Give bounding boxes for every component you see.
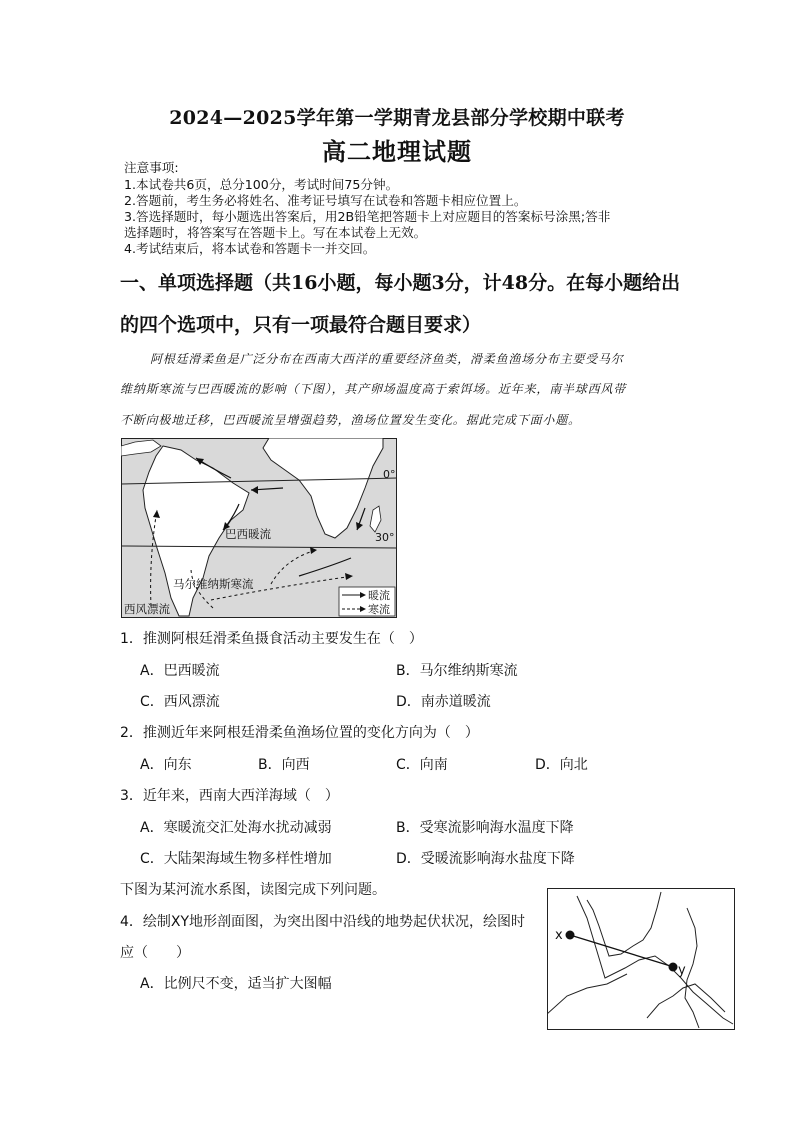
notice-item-3-cont: 选择题时，将答案写在答题卡上。写在本试卷上无效。 bbox=[124, 225, 427, 240]
passage-2: 下图为某河流水系图，读图完成下列问题。 bbox=[120, 882, 386, 898]
passage-line-1: 阿根廷滑柔鱼是广泛分布在西南大西洋的重要经济鱼类，滑柔鱼渔场分布主要受马尔 bbox=[150, 352, 624, 366]
point-x-marker bbox=[566, 931, 575, 940]
question-1-option-d: D．南赤道暖流 bbox=[396, 694, 491, 710]
notice-item-4: 4.考试结束后，将本试卷和答题卡一并交回。 bbox=[124, 241, 376, 256]
question-3-option-c: C．大陆架海域生物多样性增加 bbox=[140, 851, 332, 867]
lat-30-label: 30° bbox=[375, 531, 395, 544]
notice-item-3: 3.答选择题时，每小题选出答案后，用2B铅笔把答题卡上对应题目的答案标号涂黑;答非 bbox=[124, 209, 611, 224]
malvinas-current-label: 马尔维纳斯寒流 bbox=[173, 577, 254, 591]
passage-line-2: 维纳斯寒流与巴西暖流的影响（下图），其产卵场温度高于索饵场。近年来，南半球西风带 bbox=[120, 382, 627, 396]
question-2-stem: 2．推测近年来阿根廷滑柔鱼渔场位置的变化方向为（ ） bbox=[120, 725, 479, 741]
river-system-map bbox=[547, 888, 735, 1030]
notice-heading: 注意事项: bbox=[124, 160, 179, 175]
point-y-marker bbox=[669, 963, 678, 972]
question-4-stem-line1: 4．绘制XY地形剖面图，为突出图中沿线的地势起伏状况，绘图时 bbox=[120, 914, 526, 930]
question-1-option-a: A．巴西暖流 bbox=[140, 663, 220, 679]
question-1-stem: 1．推测阿根廷滑柔鱼摄食活动主要发生在（ ） bbox=[120, 631, 423, 647]
brazil-current-label: 巴西暖流 bbox=[225, 527, 271, 541]
question-2-option-b: B．向西 bbox=[258, 757, 310, 773]
question-3-option-b: B．受寒流影响海水温度下降 bbox=[396, 820, 574, 836]
question-3-stem: 3．近年来，西南大西洋海域（ ） bbox=[120, 788, 339, 804]
lat-0-label: 0° bbox=[383, 468, 396, 481]
question-2-option-d: D．向北 bbox=[535, 757, 588, 773]
notice-item-2: 2.答题前，考生务必将姓名、准考证号填写在试卷和答题卡相应位置上。 bbox=[124, 193, 527, 208]
question-2-option-c: C．向南 bbox=[396, 757, 448, 773]
question-4-option-a: A．比例尺不变，适当扩大图幅 bbox=[140, 976, 332, 992]
question-2-option-a: A．向东 bbox=[140, 757, 192, 773]
passage-line-3: 不断向极地迁移，巴西暖流呈增强趋势，渔场位置发生变化。据此完成下面小题。 bbox=[120, 413, 581, 427]
question-1-option-b: B．马尔维纳斯寒流 bbox=[396, 663, 518, 679]
notice-item-1: 1.本试卷共6页，总分100分，考试时间75分钟。 bbox=[124, 177, 399, 192]
ocean-current-map bbox=[121, 438, 397, 618]
section-heading-line2: 的四个选项中，只有一项最符合题目要求） bbox=[120, 314, 482, 336]
exam-title: 2024—2025学年第一学期青龙县部分学校期中联考 bbox=[169, 107, 625, 129]
question-4-stem-line2: 应（ ） bbox=[120, 945, 190, 961]
question-1-option-c: C．西风漂流 bbox=[140, 694, 220, 710]
legend-cold-label: 寒流 bbox=[368, 603, 390, 616]
point-y-label: y bbox=[678, 963, 686, 978]
point-x-label: x bbox=[555, 928, 563, 943]
exam-subtitle: 高二地理试题 bbox=[322, 137, 472, 166]
westwind-drift-label: 西风漂流 bbox=[124, 602, 170, 616]
legend-warm-label: 暖流 bbox=[368, 589, 390, 602]
question-3-option-d: D．受暖流影响海水盐度下降 bbox=[396, 851, 575, 867]
question-3-option-a: A．寒暖流交汇处海水扰动减弱 bbox=[140, 820, 332, 836]
section-heading-line1: 一、单项选择题（共16小题，每小题3分，计48分。在每小题给出 bbox=[120, 272, 681, 294]
